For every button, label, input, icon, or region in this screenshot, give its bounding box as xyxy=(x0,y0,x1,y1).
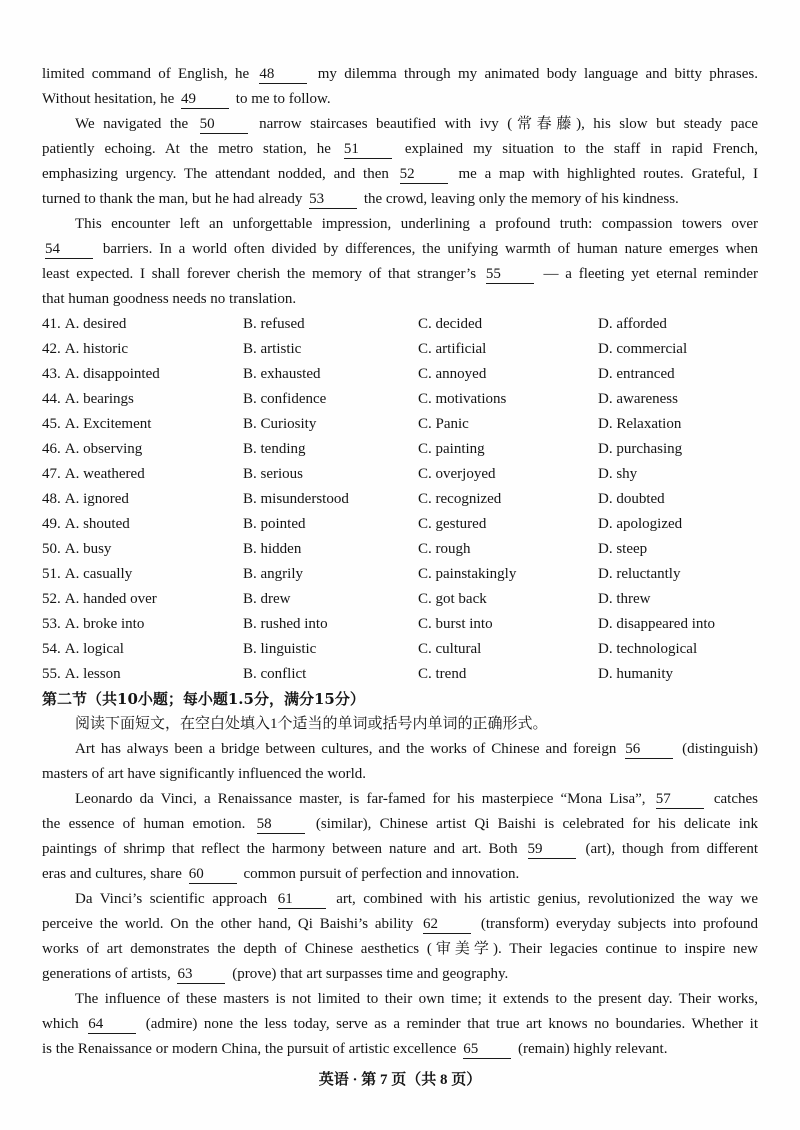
text-segment: The influence of these masters is not limited to their own time; it extends to the present day. Their works, xyxy=(75,991,758,1007)
option-choice: D. technological xyxy=(598,641,698,657)
option-cell xyxy=(598,487,758,512)
answer-blank-55: 55 xyxy=(486,265,534,284)
text-segment: works of art demonstrates the depth of Chinese aesthetics (审美学). Their legacies continue to inspire new xyxy=(42,941,758,957)
text-line xyxy=(42,112,758,137)
text-segment: (transform) everyday subjects into profound xyxy=(474,916,758,932)
option-cell xyxy=(42,337,243,362)
cloze-options-list xyxy=(42,312,758,687)
option-choice: C. burst into xyxy=(418,616,493,632)
option-row xyxy=(42,337,758,362)
text-line xyxy=(42,287,758,312)
text-line xyxy=(42,162,758,187)
option-choice: B. conflict xyxy=(243,666,307,682)
option-cell xyxy=(243,462,418,487)
text-line xyxy=(42,187,758,212)
option-row xyxy=(42,562,758,587)
option-choice: D. commercial xyxy=(598,341,688,357)
option-cell xyxy=(42,612,243,637)
text-segment: explained my situation to the staff in rapid French, xyxy=(394,141,759,157)
answer-blank-58: 58 xyxy=(257,815,305,834)
option-cell xyxy=(42,487,243,512)
option-choice: B. exhausted xyxy=(243,366,321,382)
answer-blank-51: 51 xyxy=(344,140,392,159)
passage-paragraph xyxy=(42,987,758,1062)
option-choice: C. recognized xyxy=(418,491,502,507)
text-line xyxy=(42,237,758,262)
text-segment: generations of artists, xyxy=(42,966,175,982)
option-choice: A. shouted xyxy=(64,516,130,532)
text-segment: is the Renaissance or modern China, the pursuit of artistic excellence xyxy=(42,1041,461,1057)
option-cell xyxy=(598,437,758,462)
option-cell xyxy=(243,662,418,687)
text-segment: which xyxy=(42,1016,86,1032)
option-choice: C. gestured xyxy=(418,516,487,532)
option-choice: C. motivations xyxy=(418,391,507,407)
option-row xyxy=(42,612,758,637)
text-segment: Art has always been a bridge between cultures, and the works of Chinese and foreign xyxy=(75,741,623,757)
option-cell xyxy=(418,487,598,512)
option-cell xyxy=(598,637,758,662)
option-choice: B. Curiosity xyxy=(243,416,317,432)
option-cell xyxy=(598,537,758,562)
option-cell xyxy=(598,612,758,637)
passage-paragraph xyxy=(42,212,758,312)
page-footer: 英语 · 第 7 页（共 8 页） xyxy=(318,1072,482,1088)
option-choice: A. casually xyxy=(64,566,133,582)
text-line xyxy=(42,212,758,237)
text-segment: my dilemma through my animated body language and bitty phrases. xyxy=(310,66,758,82)
text-line xyxy=(42,137,758,162)
passage-paragraph xyxy=(42,787,758,887)
option-choice: A. ignored xyxy=(64,491,129,507)
option-choice: D. reluctantly xyxy=(598,566,681,582)
answer-blank-52: 52 xyxy=(400,165,448,184)
option-row xyxy=(42,387,758,412)
answer-blank-54: 54 xyxy=(45,240,93,259)
option-choice: B. artistic xyxy=(243,341,302,357)
option-cell xyxy=(418,537,598,562)
option-choice: D. entranced xyxy=(598,366,675,382)
option-choice: A. broke into xyxy=(64,616,145,632)
option-number: 42. xyxy=(42,341,61,357)
option-number: 51. xyxy=(42,566,61,582)
option-choice: B. linguistic xyxy=(243,641,317,657)
answer-blank-62: 62 xyxy=(423,915,471,934)
option-cell xyxy=(42,587,243,612)
section-instruction: 阅读下面短文，在空白处填入1个适当的单词或括号内单词的正确形式。 xyxy=(75,716,548,732)
passage-paragraph xyxy=(42,737,758,787)
option-cell xyxy=(418,512,598,537)
option-choice: C. trend xyxy=(418,666,467,682)
text-line xyxy=(42,787,758,812)
text-line xyxy=(42,862,758,887)
option-cell xyxy=(418,437,598,462)
option-cell xyxy=(243,337,418,362)
option-cell xyxy=(243,487,418,512)
option-row xyxy=(42,537,758,562)
text-segment: patiently echoing. At the metro station, he xyxy=(42,141,341,157)
text-segment: limited command of English, he xyxy=(42,66,257,82)
option-choice: B. angrily xyxy=(243,566,303,582)
option-choice: C. painting xyxy=(418,441,485,457)
option-choice: B. refused xyxy=(243,316,305,332)
option-cell xyxy=(418,662,598,687)
option-number: 50. xyxy=(42,541,61,557)
text-segment: (art), though from different xyxy=(578,841,758,857)
option-choice: D. apologized xyxy=(598,516,683,532)
option-choice: B. misunderstood xyxy=(243,491,349,507)
option-choice: D. humanity xyxy=(598,666,673,682)
answer-blank-57: 57 xyxy=(656,790,704,809)
option-choice: B. tending xyxy=(243,441,306,457)
passage-paragraph xyxy=(42,887,758,987)
text-segment: to me to follow. xyxy=(232,91,331,107)
option-choice: C. annoyed xyxy=(418,366,487,382)
answer-blank-61: 61 xyxy=(278,890,326,909)
text-segment: me a map with highlighted routes. Grateful, I xyxy=(450,166,758,182)
text-segment: that human goodness needs no translation. xyxy=(42,291,297,307)
text-line xyxy=(42,1012,758,1037)
text-line xyxy=(42,262,758,287)
option-cell xyxy=(418,587,598,612)
option-cell xyxy=(598,362,758,387)
option-number: 55. xyxy=(42,666,61,682)
option-cell xyxy=(598,337,758,362)
text-line xyxy=(42,962,758,987)
option-choice: D. awareness xyxy=(598,391,678,407)
text-segment: (distinguish) xyxy=(676,741,758,757)
option-choice: A. observing xyxy=(64,441,143,457)
text-segment: barriers. In a world often divided by differences, the unifying warmth of human nature emerges when xyxy=(96,241,758,257)
option-cell xyxy=(243,387,418,412)
option-cell xyxy=(418,337,598,362)
option-row xyxy=(42,362,758,387)
option-cell xyxy=(598,312,758,337)
option-cell xyxy=(598,512,758,537)
option-cell xyxy=(42,462,243,487)
passage-paragraph xyxy=(42,112,758,212)
option-number: 46. xyxy=(42,441,61,457)
option-cell xyxy=(243,537,418,562)
option-choice: B. rushed into xyxy=(243,616,328,632)
option-choice: C. decided xyxy=(418,316,483,332)
text-segment: — a fleeting yet eternal reminder xyxy=(536,266,758,282)
option-number: 52. xyxy=(42,591,61,607)
answer-blank-60: 60 xyxy=(189,865,237,884)
text-segment: the essence of human emotion. xyxy=(42,816,254,832)
answer-blank-50: 50 xyxy=(200,115,248,134)
option-row xyxy=(42,312,758,337)
option-choice: A. historic xyxy=(64,341,129,357)
answer-blank-64: 64 xyxy=(88,1015,136,1034)
grammar-fill-passage xyxy=(42,737,758,1062)
option-choice: A. Excitement xyxy=(64,416,152,432)
option-cell xyxy=(598,562,758,587)
option-cell xyxy=(42,512,243,537)
text-line xyxy=(42,912,758,937)
option-choice: D. Relaxation xyxy=(598,416,682,432)
option-choice: A. disappointed xyxy=(64,366,160,382)
option-number: 41. xyxy=(42,316,61,332)
option-choice: C. artificial xyxy=(418,341,487,357)
option-cell xyxy=(598,462,758,487)
text-segment: the crowd, leaving only the memory of his kindness. xyxy=(360,191,679,207)
text-segment: art, combined with his artistic genius, revolutionized the way we xyxy=(328,891,758,907)
option-choice: B. hidden xyxy=(243,541,302,557)
option-choice: B. serious xyxy=(243,466,303,482)
option-number: 47. xyxy=(42,466,61,482)
option-cell xyxy=(42,562,243,587)
option-cell xyxy=(243,637,418,662)
option-cell xyxy=(243,437,418,462)
answer-blank-63: 63 xyxy=(177,965,225,984)
section-header: 第二节（共10小题；每小题1.5分，满分15分） xyxy=(42,690,365,708)
option-cell xyxy=(418,312,598,337)
option-choice: D. disappeared into xyxy=(598,616,716,632)
option-choice: D. steep xyxy=(598,541,648,557)
option-choice: A. desired xyxy=(64,316,127,332)
answer-blank-56: 56 xyxy=(625,740,673,759)
text-segment: narrow staircases beautified with ivy (常春藤), his slow but steady pace xyxy=(250,116,758,132)
option-choice: A. busy xyxy=(64,541,112,557)
option-cell xyxy=(42,362,243,387)
option-cell xyxy=(598,412,758,437)
option-cell xyxy=(42,412,243,437)
option-choice: A. bearings xyxy=(64,391,134,407)
cloze-passage-continuation xyxy=(42,62,758,112)
text-line xyxy=(42,62,758,87)
text-segment: catches xyxy=(706,791,759,807)
option-cell xyxy=(243,512,418,537)
text-segment: paintings of shrimp that reflect the harmony between nature and art. Both xyxy=(42,841,525,857)
option-choice: A. weathered xyxy=(64,466,145,482)
text-line xyxy=(42,1037,758,1062)
option-row xyxy=(42,437,758,462)
option-cell xyxy=(42,537,243,562)
option-row xyxy=(42,662,758,687)
option-row xyxy=(42,512,758,537)
option-cell xyxy=(42,312,243,337)
text-segment: (admire) none the less today, serve as a reminder that true art knows no boundaries. Whether it xyxy=(139,1016,758,1032)
option-choice: D. threw xyxy=(598,591,651,607)
option-choice: C. painstakingly xyxy=(418,566,517,582)
text-segment: Without hesitation, he xyxy=(42,91,179,107)
option-cell xyxy=(598,662,758,687)
option-number: 48. xyxy=(42,491,61,507)
option-row xyxy=(42,487,758,512)
text-line xyxy=(42,837,758,862)
cloze-passage-paragraphs xyxy=(42,112,758,312)
text-line xyxy=(42,987,758,1012)
option-cell xyxy=(418,387,598,412)
text-segment: perceive the world. On the other hand, Qi Baishi’s ability xyxy=(42,916,421,932)
text-line xyxy=(42,937,758,962)
option-cell xyxy=(418,637,598,662)
text-line xyxy=(42,87,758,112)
text-segment: emphasizing urgency. The attendant nodded, and then xyxy=(42,166,397,182)
text-segment: This encounter left an unforgettable impression, underlining a profound truth: compassion towers over xyxy=(75,216,758,232)
option-choice: D. purchasing xyxy=(598,441,683,457)
text-segment: (remain) highly relevant. xyxy=(514,1041,668,1057)
text-line xyxy=(42,737,758,762)
option-cell xyxy=(243,562,418,587)
option-choice: C. cultural xyxy=(418,641,482,657)
option-cell xyxy=(243,412,418,437)
text-segment: turned to thank the man, but he had already xyxy=(42,191,307,207)
answer-blank-53: 53 xyxy=(309,190,357,209)
answer-blank-59: 59 xyxy=(528,840,576,859)
text-segment: Leonardo da Vinci, a Renaissance master, is far-famed for his masterpiece “Mona Lisa”, xyxy=(75,791,653,807)
option-number: 49. xyxy=(42,516,61,532)
text-segment: (similar), Chinese artist Qi Baishi is celebrated for his delicate ink xyxy=(307,816,758,832)
option-cell xyxy=(418,362,598,387)
option-cell xyxy=(42,387,243,412)
text-line xyxy=(42,887,758,912)
text-segment: Da Vinci’s scientific approach xyxy=(75,891,275,907)
option-number: 53. xyxy=(42,616,61,632)
text-segment: masters of art have significantly influenced the world. xyxy=(42,766,367,782)
text-segment: (prove) that art surpasses time and geography. xyxy=(228,966,509,982)
option-choice: C. overjoyed xyxy=(418,466,496,482)
text-segment: eras and cultures, share xyxy=(42,866,186,882)
option-number: 43. xyxy=(42,366,61,382)
option-choice: A. lesson xyxy=(64,666,121,682)
option-choice: A. logical xyxy=(64,641,124,657)
option-cell xyxy=(243,362,418,387)
option-row xyxy=(42,587,758,612)
answer-blank-49: 49 xyxy=(181,90,229,109)
option-choice: A. handed over xyxy=(64,591,157,607)
option-cell xyxy=(243,312,418,337)
answer-blank-65: 65 xyxy=(463,1040,511,1059)
option-number: 44. xyxy=(42,391,61,407)
option-cell xyxy=(42,437,243,462)
option-choice: B. drew xyxy=(243,591,291,607)
option-cell xyxy=(42,637,243,662)
text-line xyxy=(42,762,758,787)
option-cell xyxy=(418,562,598,587)
option-cell xyxy=(418,612,598,637)
option-row xyxy=(42,637,758,662)
option-cell xyxy=(42,662,243,687)
answer-blank-48: 48 xyxy=(259,65,307,84)
exam-page-content xyxy=(42,62,758,1062)
option-choice: D. doubted xyxy=(598,491,665,507)
text-segment: least expected. I shall forever cherish the memory of that stranger’s xyxy=(42,266,483,282)
option-row xyxy=(42,462,758,487)
option-cell xyxy=(598,587,758,612)
option-choice: D. shy xyxy=(598,466,638,482)
option-number: 54. xyxy=(42,641,61,657)
option-choice: B. pointed xyxy=(243,516,306,532)
option-choice: C. got back xyxy=(418,591,487,607)
option-cell xyxy=(243,612,418,637)
option-cell xyxy=(598,387,758,412)
option-number: 45. xyxy=(42,416,61,432)
option-choice: D. afforded xyxy=(598,316,667,332)
option-cell xyxy=(418,462,598,487)
text-line xyxy=(42,812,758,837)
option-cell xyxy=(243,587,418,612)
option-choice: C. Panic xyxy=(418,416,469,432)
option-row xyxy=(42,412,758,437)
text-segment: We navigated the xyxy=(75,116,197,132)
option-choice: B. confidence xyxy=(243,391,327,407)
option-cell xyxy=(418,412,598,437)
text-segment: common pursuit of perfection and innovation. xyxy=(239,866,520,882)
option-choice: C. rough xyxy=(418,541,471,557)
